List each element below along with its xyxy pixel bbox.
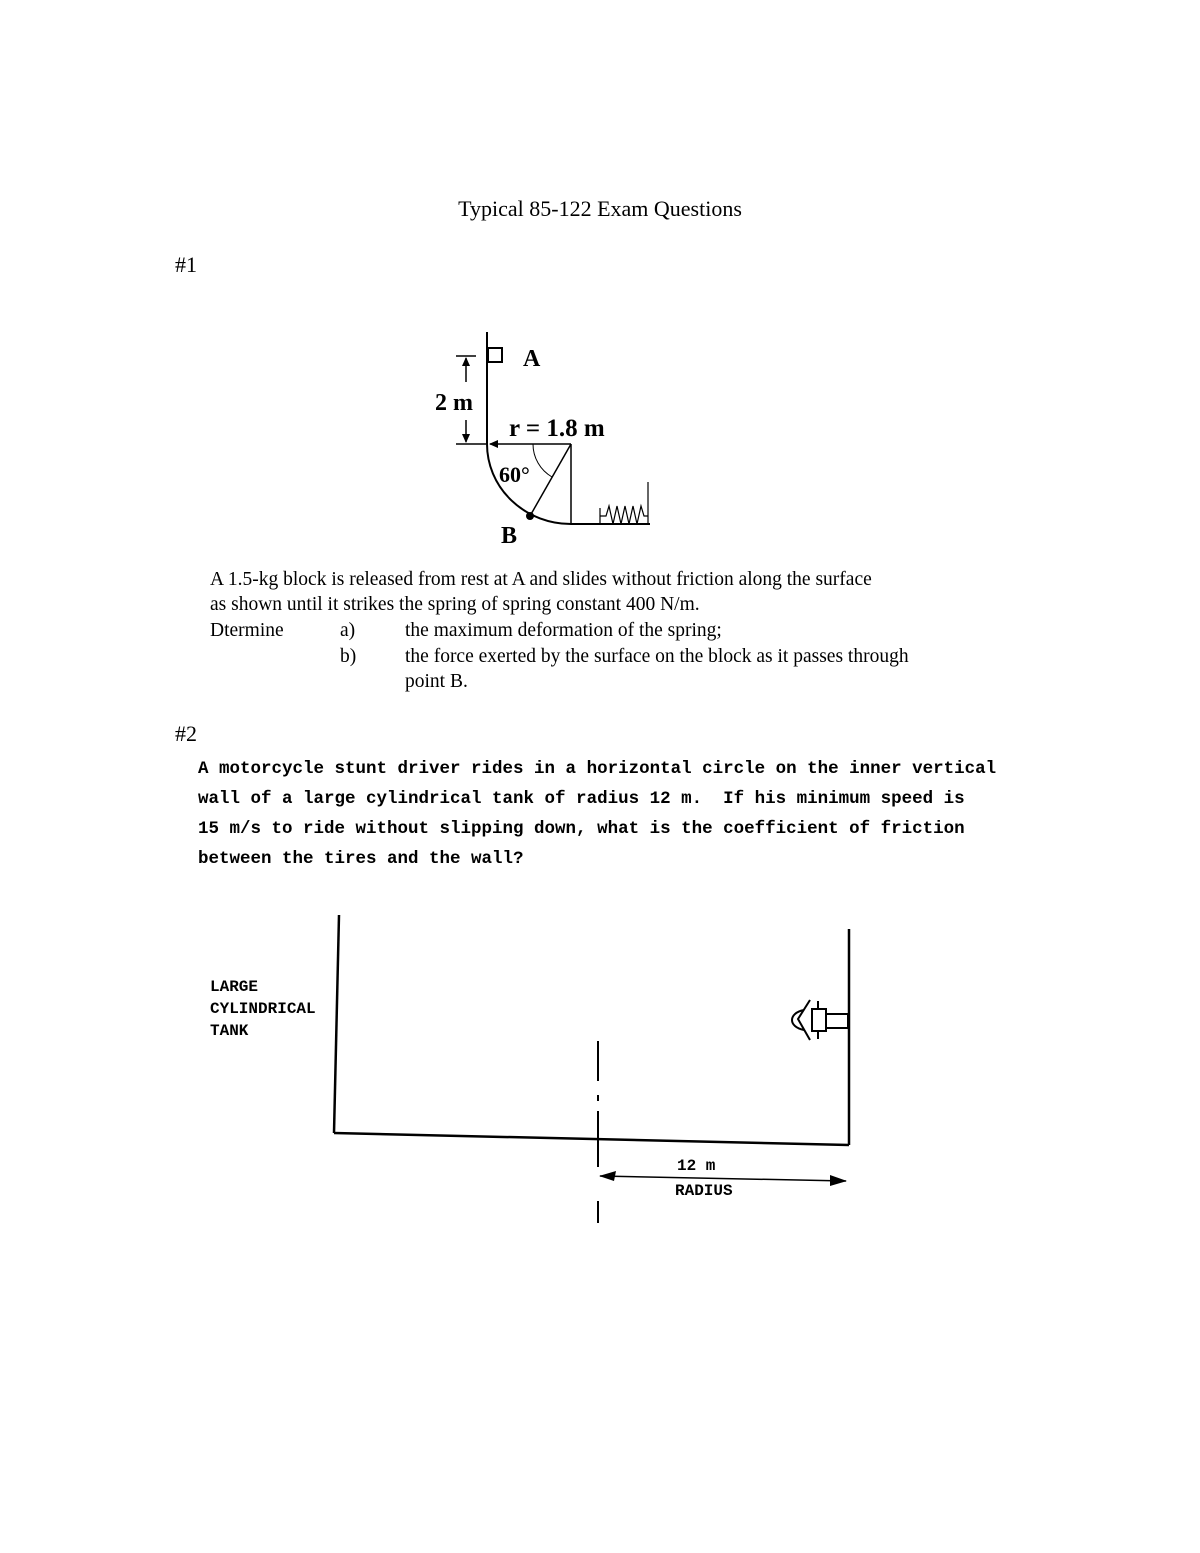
tank-left-wall (334, 915, 339, 1133)
q2-text-line-2: wall of a large cylindrical tank of radius 12 m. If his minimum speed is (198, 789, 965, 809)
spring (600, 482, 648, 524)
tank-floor (334, 1133, 849, 1145)
label-b: B (501, 523, 518, 549)
part-a-text: the maximum deformation of the spring; (405, 620, 722, 641)
q1-text-line-1: A 1.5-kg block is released from rest at A and slides without friction along the surface (210, 569, 872, 590)
part-b-label: b) (340, 646, 357, 667)
part-b-text-continued: point B. (405, 671, 468, 692)
block-a (488, 348, 502, 362)
tank-label (210, 976, 316, 1042)
question-2-number: #2 (175, 721, 197, 746)
part-b-text: the force exerted by the surface on the block as it passes through (405, 646, 909, 667)
q1-text-line-2: as shown until it strikes the spring of spring constant 400 N/m. (210, 594, 700, 615)
q2-text-line-1: A motorcycle stunt driver rides in a horizontal circle on the inner vertical (198, 759, 997, 779)
determine-label: Dtermine (210, 620, 284, 641)
tank-label-line-3: TANK (210, 1022, 249, 1040)
q2-tank-diagram (320, 905, 880, 1230)
motorcycle-icon (792, 1000, 848, 1040)
radius-value-label: 12 m (677, 1157, 716, 1175)
part-a-label: a) (340, 620, 356, 641)
point-b-marker (526, 512, 534, 520)
q2-text-line-3: 15 m/s to ride without slipping down, what is the coefficient of friction (198, 819, 965, 839)
label-a: A (523, 346, 541, 372)
question-1-number: #1 (175, 252, 197, 277)
q2-text-line-4: between the tires and the wall? (198, 849, 524, 869)
page-title: Typical 85-122 Exam Questions (458, 196, 742, 221)
tank-label-line-1: LARGE (210, 978, 259, 996)
radius-word-label: RADIUS (675, 1182, 733, 1200)
height-label: 2 m (435, 390, 473, 416)
angle-label: 60° (499, 462, 530, 487)
radius-label: r = 1.8 m (509, 415, 605, 442)
q1-track-diagram (420, 320, 680, 550)
tank-label-line-2: CYLINDRICAL (210, 1000, 316, 1018)
